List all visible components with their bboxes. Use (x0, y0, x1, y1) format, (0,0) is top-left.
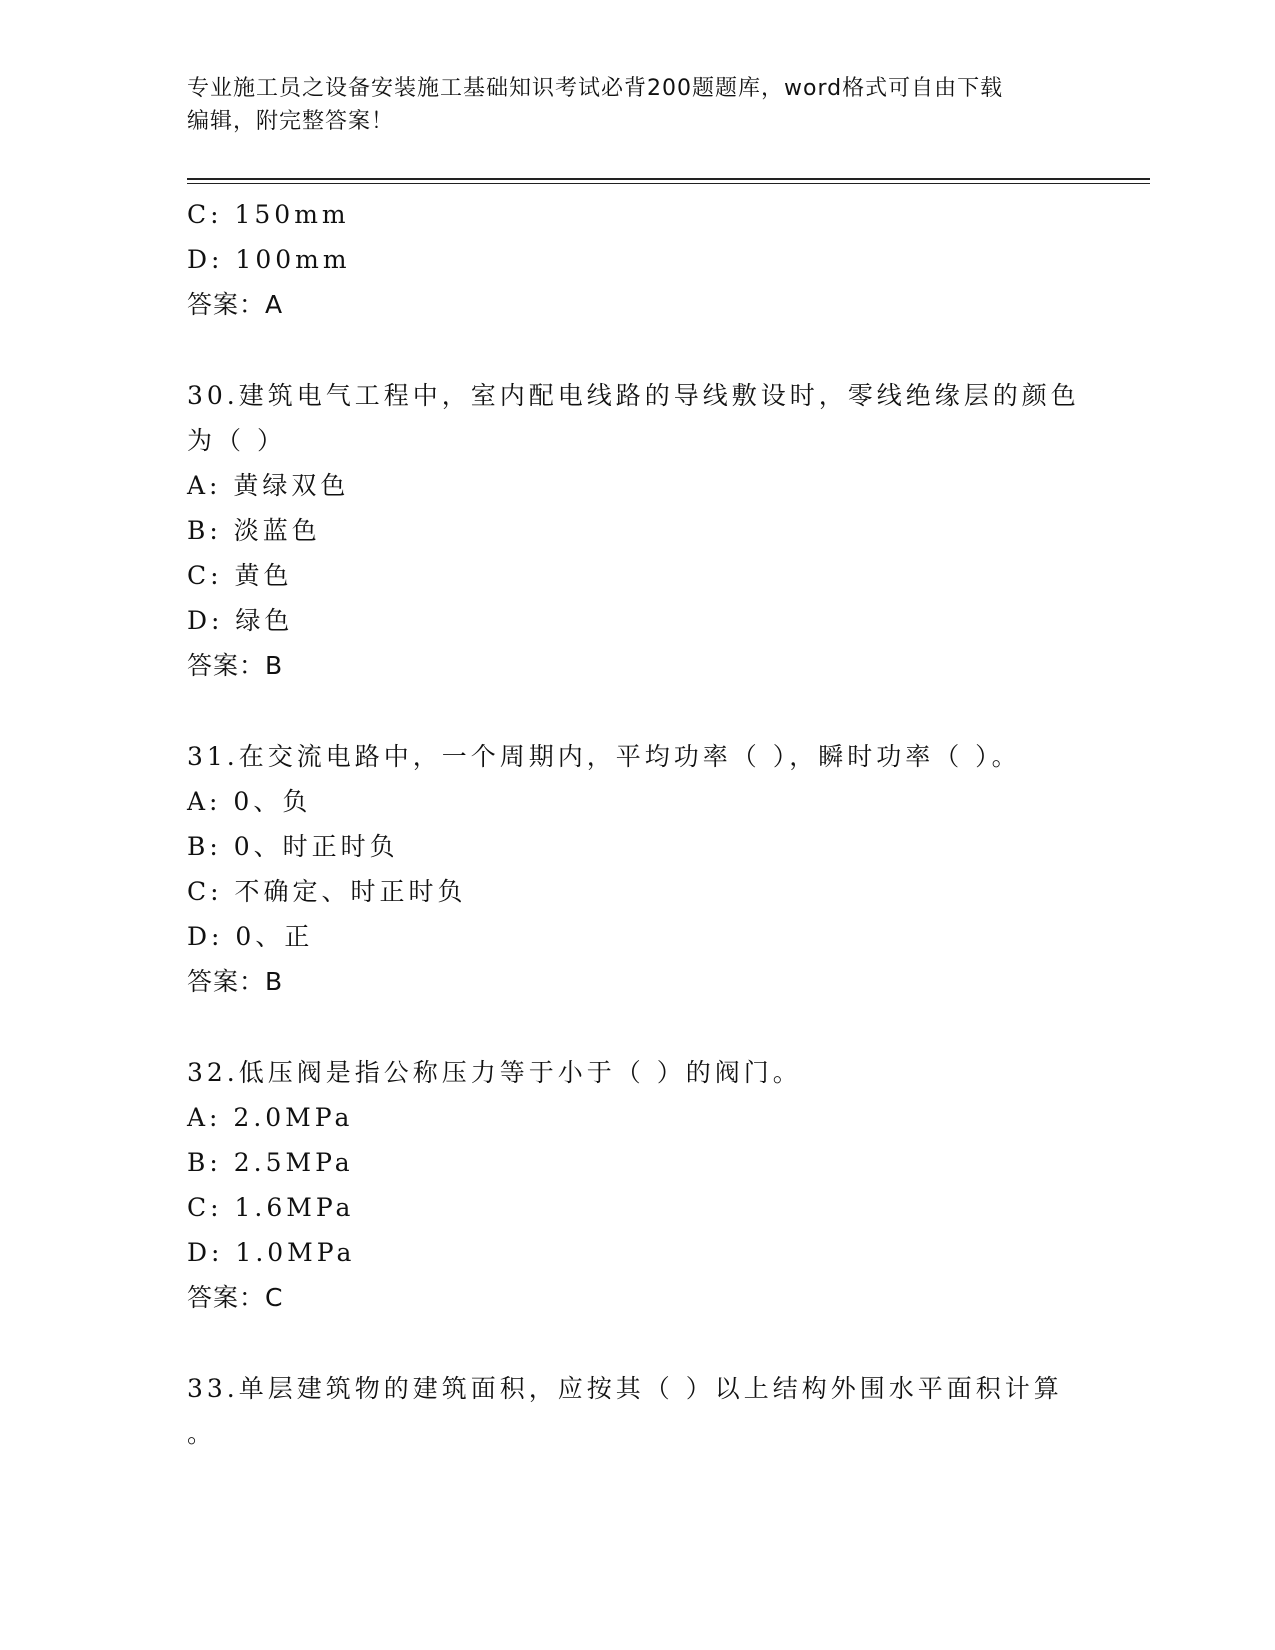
question-text-line-1: 33.单层建筑物的建筑面积，应按其（ ）以上结构外围水平面积计算 (187, 1374, 1063, 1403)
question-32 (187, 1050, 1087, 1320)
header-title-line-1: 专业施工员之设备安装施工基础知识考试必背200题题库，word格式可自由下载 (187, 76, 1004, 101)
option-b: B: 淡蓝色 (187, 516, 321, 545)
question-33 (187, 1366, 1087, 1456)
header-title-line-2: 编辑，附完整答案！ (187, 109, 395, 134)
option-a: A: 0、负 (187, 787, 312, 816)
header-divider-thin (187, 183, 1150, 184)
option-d: D: 1.0MPa (187, 1238, 356, 1267)
option-c: C: 不确定、时正时负 (187, 877, 467, 906)
option-c: C: 1.6MPa (187, 1193, 355, 1222)
option-d: D: 0、正 (187, 922, 314, 951)
answer: 答案：A (187, 290, 284, 319)
option-c: C: 黄色 (187, 561, 293, 590)
question-text-line-1: 30.建筑电气工程中，室内配电线路的导线敷设时，零线绝缘层的颜色 (187, 381, 1080, 410)
question-30 (187, 373, 1087, 688)
spacer (187, 1320, 1087, 1366)
option-c: C: 150mm (187, 200, 350, 229)
option-d: D: 绿色 (187, 606, 294, 635)
question-text-line-2: 。 (187, 1419, 217, 1448)
question-31 (187, 734, 1087, 1004)
option-b: B: 0、时正时负 (187, 832, 399, 861)
option-a: A: 2.0MPa (187, 1103, 354, 1132)
answer: 答案：B (187, 651, 284, 680)
question-text: 32.低压阀是指公称压力等于小于（ ）的阀门。 (187, 1058, 802, 1087)
option-a: A: 黄绿双色 (187, 471, 350, 500)
page-header (187, 72, 1087, 138)
spacer (187, 688, 1087, 734)
spacer (187, 327, 1087, 373)
answer: 答案：B (187, 967, 284, 996)
option-b: B: 2.5MPa (187, 1148, 354, 1177)
answer: 答案：C (187, 1283, 284, 1312)
question-list (187, 192, 1087, 1456)
header-divider-thick (187, 178, 1150, 180)
option-d: D: 100mm (187, 245, 351, 274)
question-text-line-2: 为（ ） (187, 426, 286, 455)
question-29-tail (187, 192, 1087, 327)
spacer (187, 1004, 1087, 1050)
question-text: 31.在交流电路中，一个周期内，平均功率（ ），瞬时功率（ ）。 (187, 742, 1021, 771)
